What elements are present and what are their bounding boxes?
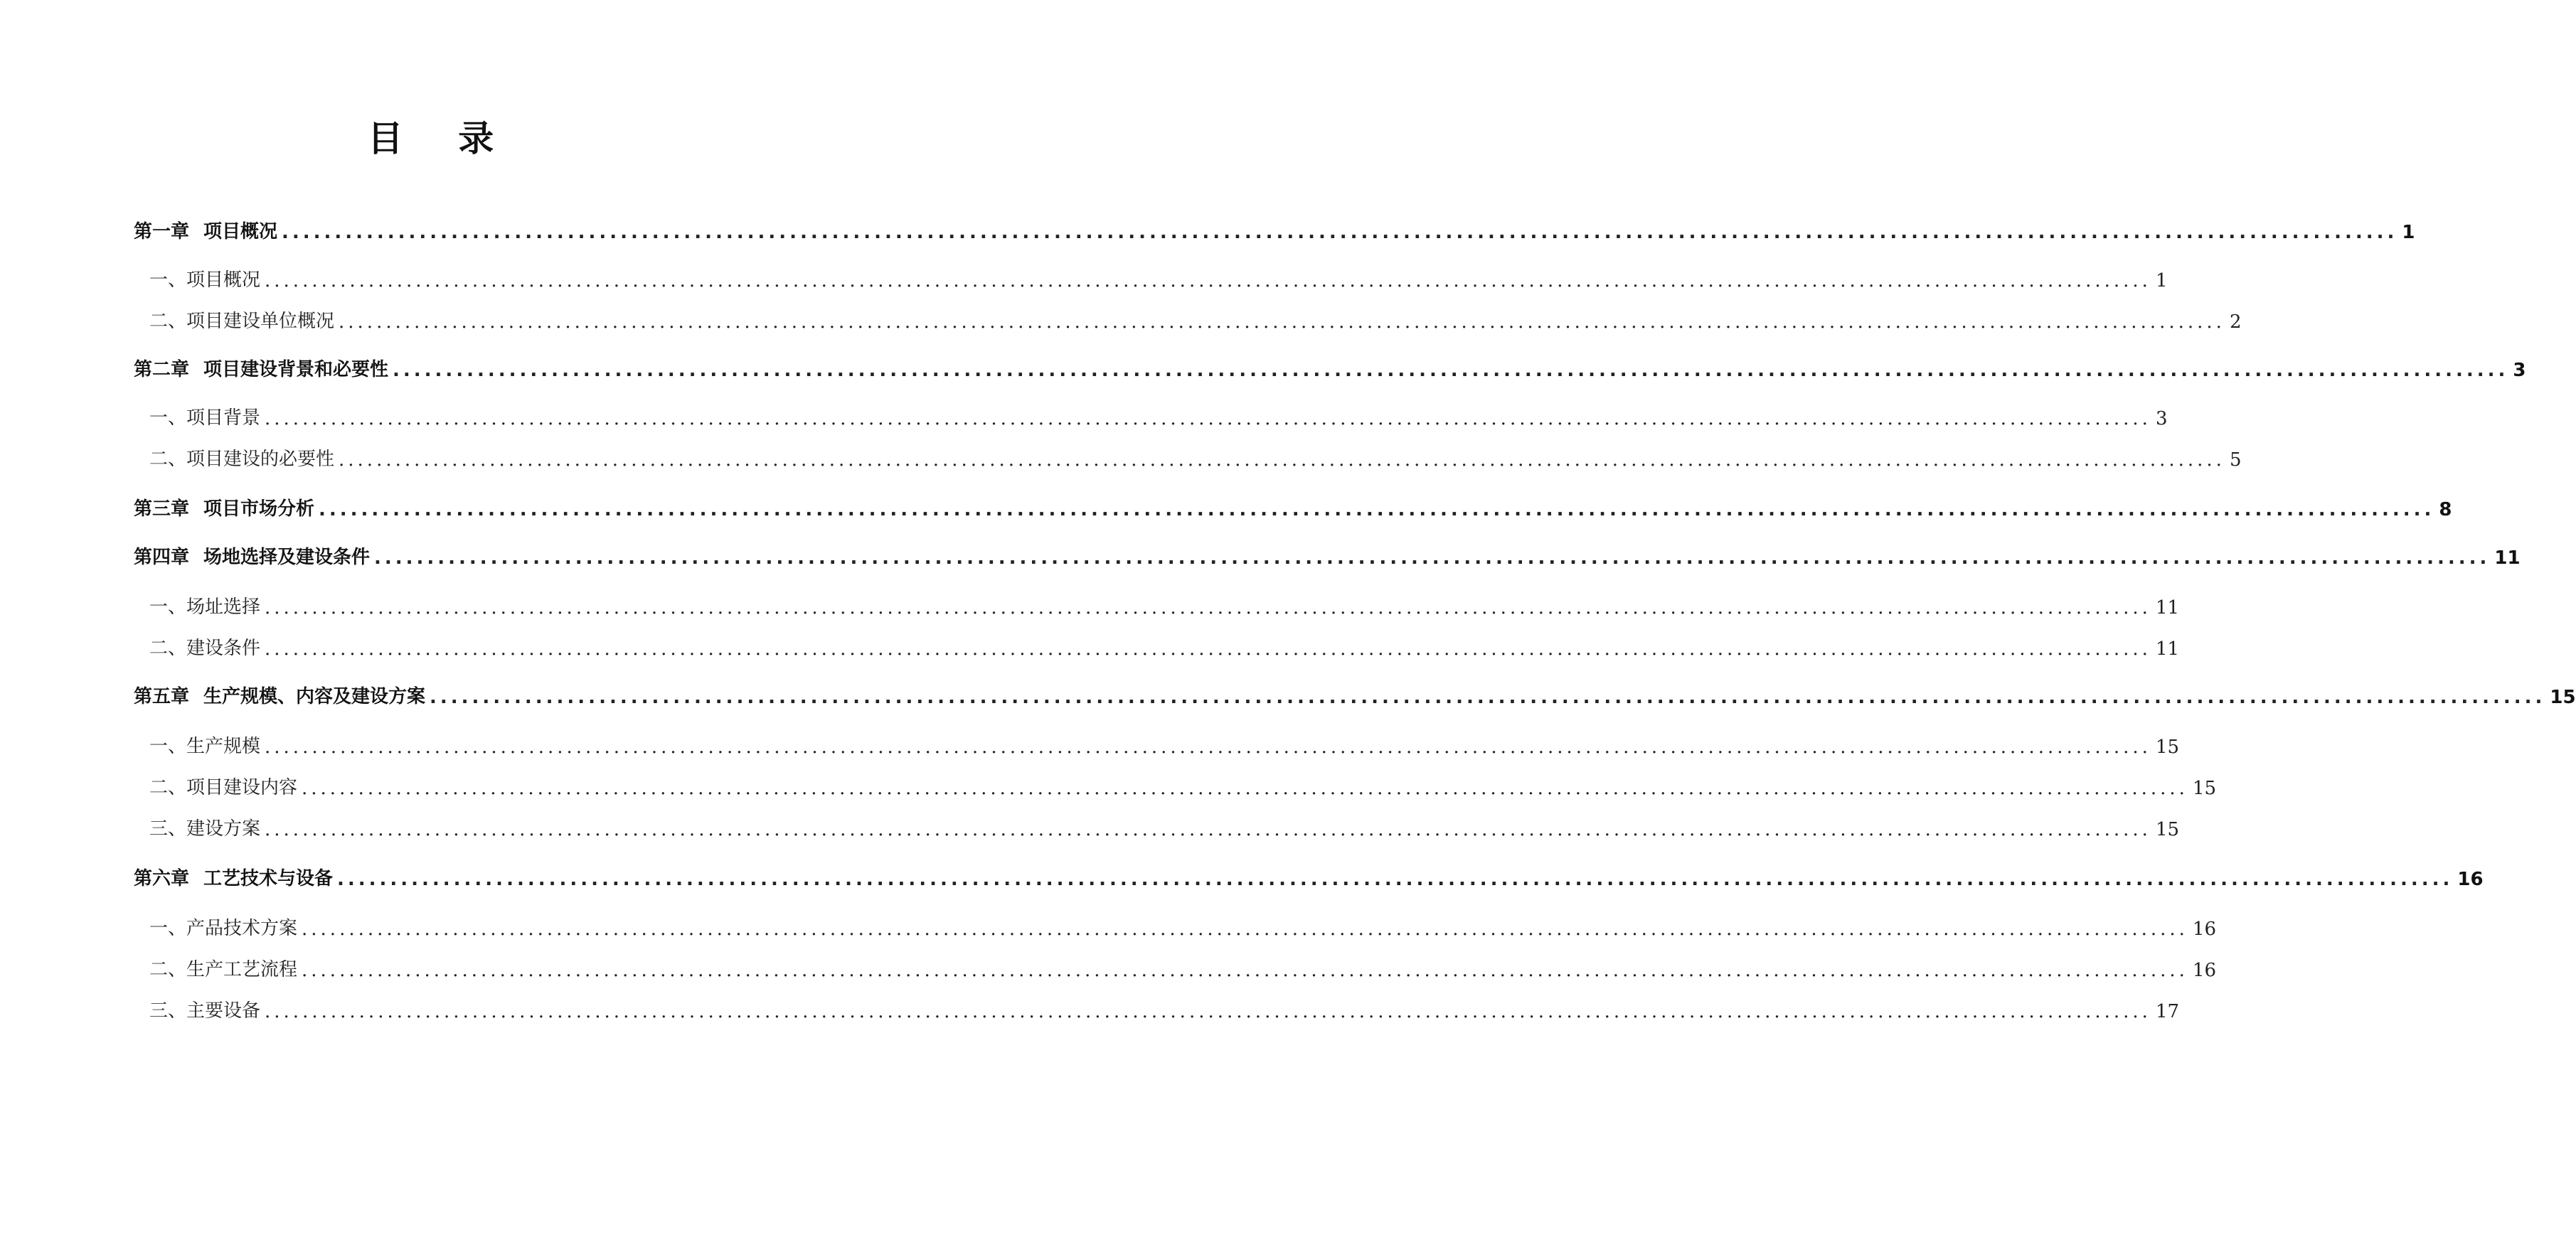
toc-entry-label [134, 732, 260, 758]
toc-leader-dots: ........................................................................................................................................................................................................ [374, 547, 2491, 569]
toc-section-entry[interactable] [134, 729, 2180, 758]
toc-entry-label [134, 864, 333, 890]
toc-leader-dots: ........................................................................................................................................................................................................ [319, 499, 2435, 520]
toc-leader-dots: ........................................................................................................................................................................................................ [265, 408, 2151, 429]
toc-entry-text: 一、项目背景 [149, 407, 261, 429]
toc-entry-text: 二、项目建设单位概况 [149, 311, 335, 332]
toc-entry-label [134, 814, 260, 840]
toc-leader-dots: ........................................................................................................................................................................................................ [302, 778, 2188, 799]
toc-page-number: 17 [2155, 1001, 2180, 1022]
toc-section-entry[interactable] [134, 442, 2242, 471]
toc-section-entry[interactable] [134, 590, 2180, 619]
toc-page-number: 15 [2192, 778, 2217, 799]
toc-entry-text: 项目建设背景和必要性 [203, 359, 389, 380]
toc-leader-dots: ........................................................................................................................................................................................................ [302, 960, 2188, 981]
toc-entry-label [134, 682, 425, 708]
toc-chapter-entry[interactable] [134, 862, 2484, 890]
toc-page-number: 16 [2192, 919, 2217, 940]
toc-section-entry[interactable] [134, 771, 2217, 799]
toc-entry-label [134, 633, 260, 660]
toc-entry-text: 项目市场分析 [203, 498, 315, 520]
toc-leader-dots: ........................................................................................................................................................................................................ [393, 360, 2509, 381]
toc-section-entry[interactable] [134, 304, 2242, 333]
toc-chapter-entry[interactable] [134, 492, 2452, 520]
toc-entry-label [134, 542, 370, 569]
toc-entry-text: 三、主要设备 [149, 1000, 261, 1022]
toc-entry-text: 二、项目建设内容 [149, 777, 298, 798]
toc-leader-dots: ........................................................................................................................................................................................................ [265, 819, 2151, 840]
toc-page-number: 16 [2457, 869, 2484, 890]
toc-chapter-entry[interactable] [134, 680, 2576, 708]
toc-entry-text: 场地选择及建设条件 [203, 547, 371, 568]
toc-leader-dots: ........................................................................................................................................................................................................ [265, 737, 2151, 758]
toc-section-entry[interactable] [134, 631, 2180, 660]
toc-page-number: 5 [2229, 449, 2242, 471]
toc-entry-label [134, 773, 297, 799]
toc-entry-label [134, 444, 334, 471]
chapter-number: 第五章 [134, 686, 190, 707]
chapter-number: 第一章 [134, 221, 190, 242]
toc-entry-label [134, 914, 297, 940]
toc-page-number: 11 [2494, 547, 2521, 569]
toc-leader-dots: ........................................................................................................................................................................................................ [302, 919, 2188, 940]
toc-entry-label [134, 265, 260, 291]
chapter-number: 第四章 [134, 547, 190, 568]
toc-page-number: 1 [2402, 222, 2415, 243]
toc-entry-text: 三、建设方案 [149, 818, 261, 840]
toc-page-number: 1 [2155, 270, 2168, 291]
toc-leader-dots: ........................................................................................................................................................................................................ [430, 687, 2546, 708]
toc-page-number: 2 [2229, 311, 2242, 333]
toc-entry-label [134, 955, 297, 981]
chapter-number: 第三章 [134, 498, 190, 520]
toc-section-entry[interactable] [134, 953, 2217, 981]
toc-entry-text: 工艺技术与设备 [203, 868, 334, 889]
toc-entry-text: 二、项目建设的必要性 [149, 449, 335, 470]
toc-entry-label [134, 217, 277, 243]
toc-entry-text: 一、生产规模 [149, 736, 261, 757]
toc-leader-dots: ........................................................................................................................................................................................................ [265, 1001, 2151, 1022]
toc-section-entry[interactable] [134, 911, 2217, 940]
toc-section-entry[interactable] [134, 401, 2168, 429]
toc-entry-label [134, 592, 260, 619]
page-title: 目 录 [367, 117, 516, 159]
toc-page-number: 11 [2155, 597, 2180, 619]
chapter-number: 第六章 [134, 868, 190, 889]
toc-leader-dots: ........................................................................................................................................................................................................ [265, 638, 2151, 660]
toc-page-number: 11 [2155, 638, 2180, 660]
chapter-number: 第二章 [134, 359, 190, 380]
toc-page-number: 15 [2155, 819, 2180, 840]
toc-entry-label [134, 494, 314, 520]
toc-leader-dots: ........................................................................................................................................................................................................ [282, 222, 2398, 243]
toc-entry-text: 项目概况 [203, 221, 278, 242]
toc-page-number: 15 [2155, 737, 2180, 758]
toc-entry-text: 二、建设条件 [149, 638, 261, 659]
toc-entry-text: 生产规模、内容及建设方案 [203, 686, 426, 707]
toc-page-number: 3 [2513, 360, 2526, 381]
toc-entry-text: 一、场址选择 [149, 596, 261, 618]
toc-section-entry[interactable] [134, 263, 2168, 291]
toc-section-entry[interactable] [134, 994, 2180, 1022]
toc-entry-label [134, 996, 260, 1022]
toc-leader-dots: ........................................................................................................................................................................................................ [265, 597, 2151, 619]
toc-leader-dots: ........................................................................................................................................................................................................ [265, 270, 2151, 291]
toc-entry-text: 一、项目概况 [149, 269, 261, 291]
toc-entry-text: 一、产品技术方案 [149, 918, 298, 939]
toc-entry-label [134, 403, 260, 429]
toc-leader-dots: ........................................................................................................................................................................................................ [337, 869, 2454, 890]
toc-leader-dots: ........................................................................................................................................................................................................ [339, 449, 2225, 471]
toc-leader-dots: ........................................................................................................................................................................................................ [339, 311, 2225, 333]
toc-chapter-entry[interactable] [134, 353, 2526, 381]
toc-page-number: 3 [2155, 408, 2168, 429]
toc-entry-label [134, 355, 388, 381]
toc-entry-text: 二、生产工艺流程 [149, 959, 298, 980]
toc-page-number: 15 [2550, 687, 2576, 708]
toc-chapter-entry[interactable] [134, 540, 2521, 569]
toc-page-number: 16 [2192, 960, 2217, 981]
toc-chapter-entry[interactable] [134, 215, 2415, 243]
toc-page-number: 8 [2439, 499, 2452, 520]
toc-section-entry[interactable] [134, 812, 2180, 840]
toc-entry-label [134, 306, 334, 333]
